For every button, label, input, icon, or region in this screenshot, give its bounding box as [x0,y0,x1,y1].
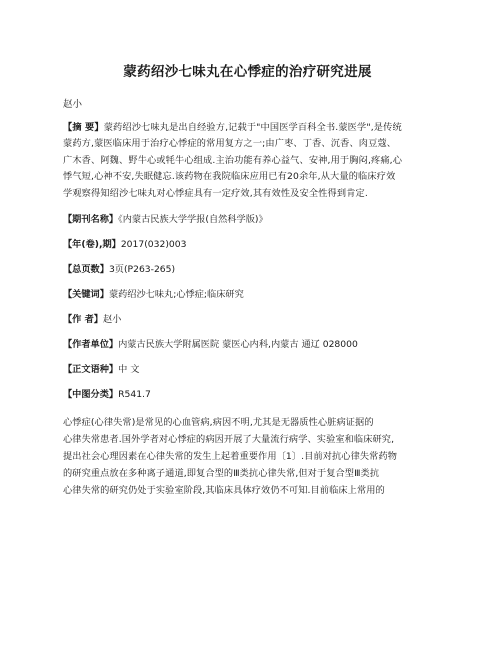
field-value: 蒙药绍沙七味丸;心悸症;临床研究 [108,289,244,301]
paper-title: 蒙药绍沙七味丸在心悸症的治疗研究进展 [123,64,372,80]
abstract-block [63,120,432,202]
field-total-pages [63,263,432,277]
body-line: 心律失常的研究仍处于实验室阶段,其临床具体疗效仍不可知.目前临床上常用的 [63,485,385,497]
field-value: R541.7 [118,389,151,401]
body-line: 心悸症(心律失常)是常见的心血管病,病因不明,尤其是无器质性心脏病证据的 [63,417,374,429]
field-classification [63,388,432,402]
body-paragraph [63,414,432,499]
field-label: 【期刊名称】 [63,214,119,226]
field-value: 《内蒙古民族大学学报(自然科学版)》 [118,214,268,226]
abstract-label: 【摘 要】 [63,122,104,133]
field-label: 【中图分类】 [63,389,119,401]
field-label: 【年(卷),期】 [63,239,121,251]
field-label: 【关键词】 [63,289,109,301]
body-line: 的研究重点放在多种离子通道,即复合型的Ⅲ类抗心律失常,但对于复合型Ⅲ类抗 [63,468,380,480]
field-language [63,363,432,377]
field-keywords [63,288,432,302]
field-value: 中 文 [118,364,140,376]
field-label: 【总页数】 [63,264,109,276]
field-value: 3页(P263-265) [108,264,176,276]
abstract-line-5: 学观察得知绍沙七味丸对心悸症具有一定疗效,其有效性及安全性得到肯定. [63,187,368,199]
field-journal-name [63,213,432,227]
field-affiliation [63,338,432,352]
field-label: 【作者单位】 [63,339,119,351]
field-value: 赵小 [102,314,122,326]
abstract-line-4: 悸气短,心神不安,失眠健忘.该药物在我院临床应用已有20余年,从大量的临床疗效 [63,171,396,183]
body-line: 心律失常患者.国外学者对心悸症的病因开展了大量流行病学、实验室和临床研究, [63,434,395,446]
abstract-line-3: 广木香、阿魏、野牛心或牦牛心组成.主治功能有养心益气、安神,用于胸闷,疼痛,心 [63,154,403,166]
abstract-line-2: 蒙药方,蒙医临床用于治疗心悸症的常用复方之一;由广枣、丁香、沉香、肉豆蔻、 [63,138,397,150]
body-line: 提出社会心理因素在心律失常的发生上起着重要作用〔1〕.目前对抗心律失常药物 [63,451,398,463]
field-value: 内蒙古民族大学附属医院 蒙医心内科,内蒙古 通辽 028000 [118,339,358,351]
field-value: 2017(032)003 [120,239,187,251]
field-author [63,313,432,327]
author-name: 赵小 [63,99,83,110]
abstract-line-1: 【摘 要】蒙药绍沙七味丸是出自经验方,记载于"中国医学百科全书.蒙医学",是传统 [63,122,402,133]
field-label: 【正文语种】 [63,364,119,376]
field-year-volume-issue [63,238,432,252]
field-label: 【作 者】 [63,314,103,326]
